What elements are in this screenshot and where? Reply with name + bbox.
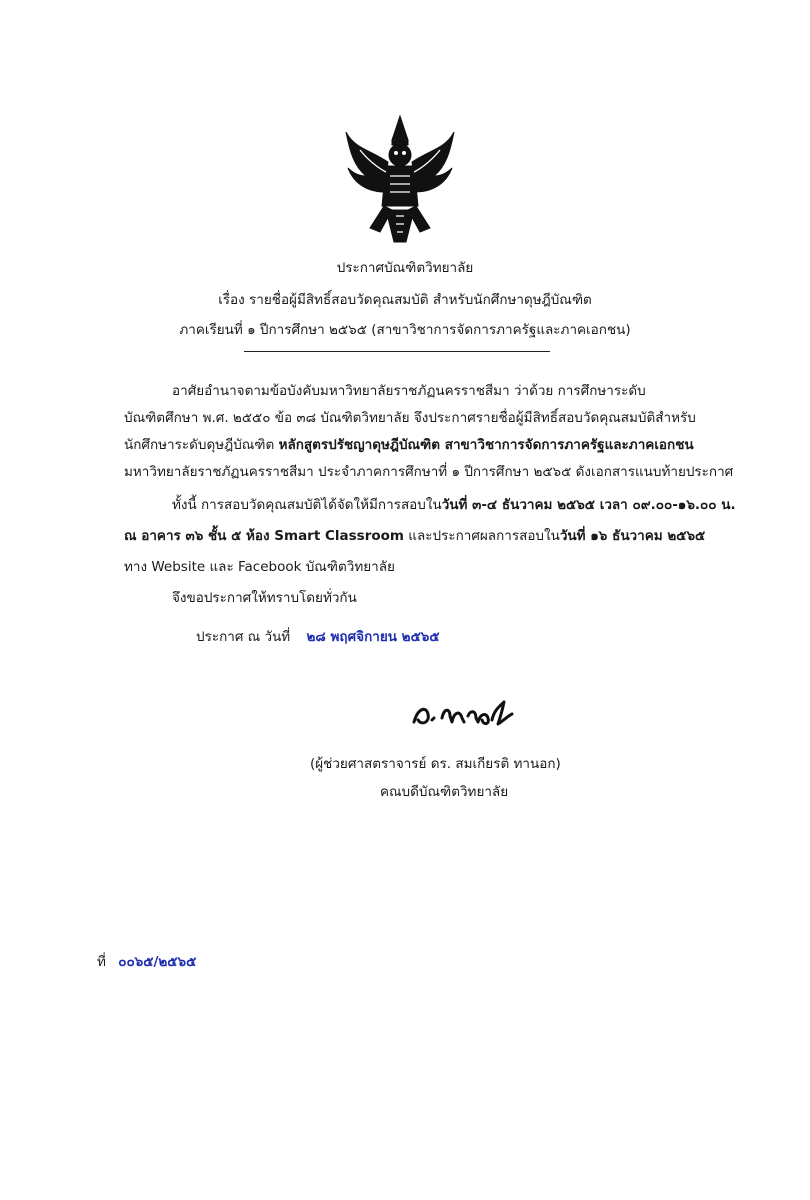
- announce-date: ๒๘ พฤศจิกายน ๒๕๖๕: [306, 629, 440, 645]
- announce-date-row: [196, 625, 440, 647]
- garuda-emblem-icon: [340, 110, 460, 248]
- announcement-subject: เรื่อง รายชื่อผู้มีสิทธิ์สอบวัดคุณสมบัติ สำหรับนักศึกษาดุษฎีบัณฑิต: [218, 292, 592, 308]
- header-divider: [244, 351, 550, 352]
- announce-label: ประกาศ ณ วันที่: [196, 629, 291, 645]
- paragraph-1-line-1: อาศัยอำนาจตามข้อบังคับมหาวิทยาลัยราชภัฏนครราชสีมา ว่าด้วย การศึกษาระดับ: [172, 383, 646, 399]
- announcement-office: ประกาศบัณฑิตวิทยาลัย: [336, 260, 474, 276]
- paragraph-2-line-2: [124, 524, 705, 546]
- paragraph-1-line-2: บัณฑิตศึกษา พ.ศ. ๒๕๕๐ ข้อ ๓๘ บัณฑิตวิทยาลัย จึงประกาศรายชื่อผู้มีสิทธิ์สอบวัดคุณสมบัติสำหรับ: [124, 410, 696, 426]
- announcement-term: ภาคเรียนที่ ๑ ปีการศึกษา ๒๕๖๕ (สาขาวิชาการจัดการภาครัฐและภาคเอกชน): [179, 322, 631, 338]
- reference-label: ที่: [97, 954, 106, 970]
- reference-number-row: [97, 950, 196, 972]
- paragraph-2-line-1: [172, 493, 736, 515]
- program-name: หลักสูตรปรัชญาดุษฎีบัณฑิต สาขาวิชาการจัดการภาครัฐและภาคเอกชน: [278, 437, 694, 453]
- exam-date-time: วันที่ ๓-๔ ธันวาคม ๒๕๖๕ เวลา ๐๙.๐๐-๑๖.๐๐ น.: [441, 497, 736, 513]
- handwritten-signature: [408, 694, 518, 734]
- paragraph-1-line-4: มหาวิทยาลัยราชภัฏนครราชสีมา ประจำภาคการศึกษาที่ ๑ ปีการศึกษา ๒๕๖๕ ดังเอกสารแนบท้ายประกาศ: [124, 464, 734, 480]
- exam-intro: ทั้งนี้ การสอบวัดคุณสมบัติได้จัดให้มีการสอบใน: [172, 497, 442, 513]
- result-date: วันที่ ๑๖ ธันวาคม ๒๕๖๕: [559, 528, 706, 544]
- level-text: นักศึกษาระดับดุษฎีบัณฑิต: [124, 437, 279, 453]
- reference-number: ๐๐๖๕/๒๕๖๕: [118, 954, 197, 970]
- result-intro: และประกาศผลการสอบใน: [403, 528, 560, 544]
- signer-name: (ผู้ช่วยศาสตราจารย์ ดร. สมเกียรติ ทานอก): [310, 756, 561, 772]
- exam-location: ณ อาคาร ๓๖ ชั้น ๕ ห้อง Smart Classroom: [124, 528, 404, 544]
- signer-title: คณบดีบัณฑิตวิทยาลัย: [380, 784, 509, 800]
- paragraph-1-line-3: [124, 433, 694, 455]
- closing-statement: จึงขอประกาศให้ทราบโดยทั่วกัน: [172, 590, 357, 606]
- paragraph-2-line-3: ทาง Website และ Facebook บัณฑิตวิทยาลัย: [124, 559, 395, 575]
